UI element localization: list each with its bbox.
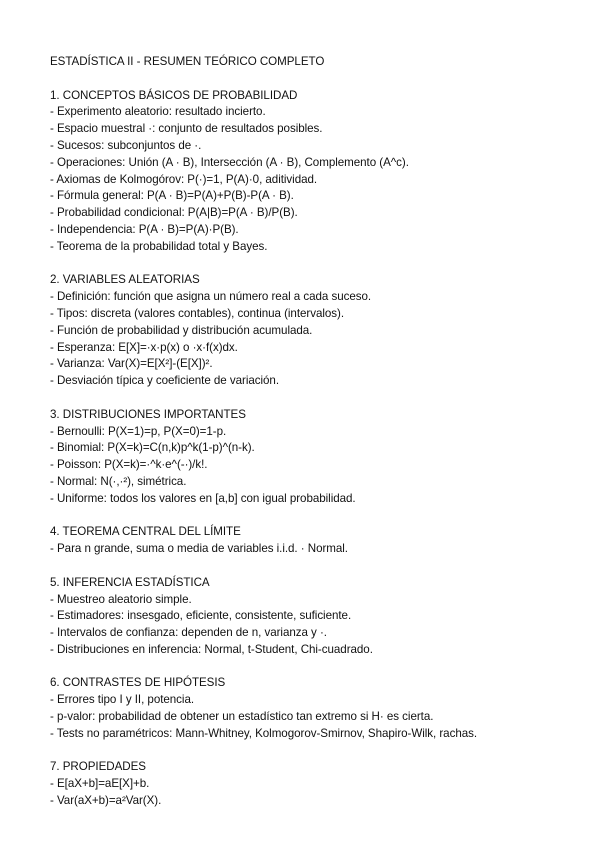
document-title: ESTADÍSTICA II - RESUMEN TEÓRICO COMPLETO — [50, 55, 325, 68]
section-items — [50, 692, 580, 742]
section-5 — [50, 575, 580, 659]
section-6 — [50, 675, 580, 742]
list-item: - Errores tipo I y II, potencia. — [50, 693, 195, 707]
list-item: - Normal: N(·,·²), simétrica. — [50, 474, 187, 488]
section-items — [50, 592, 580, 659]
list-item: - Binomial: P(X=k)=C(n,k)p^k(1-p)^(n-k). — [50, 441, 255, 455]
list-item: - Muestreo aleatorio simple. — [50, 592, 192, 606]
section-heading: 4. TEOREMA CENTRAL DEL LÍMITE — [50, 525, 241, 539]
list-item: - Uniforme: todos los valores en [a,b] con igual probabilidad. — [50, 491, 356, 505]
list-item: - Sucesos: subconjuntos de ·. — [50, 138, 202, 152]
section-2 — [50, 272, 580, 390]
list-item: - Intervalos de confianza: dependen de n, varianza y ·. — [50, 626, 327, 640]
list-item: - Esperanza: E[X]=·x·p(x) o ·x·f(x)dx. — [50, 340, 238, 354]
list-item: - Bernoulli: P(X=1)=p, P(X=0)=1-p. — [50, 424, 227, 438]
list-item: - Para n grande, suma o media de variables i.i.d. · Normal. — [50, 542, 348, 556]
list-item: - Tipos: discreta (valores contables), continua (intervalos). — [50, 306, 345, 320]
list-item: - Axiomas de Kolmogórov: P(·)=1, P(A)·0, aditividad. — [50, 172, 318, 186]
list-item: - Definición: función que asigna un número real a cada suceso. — [50, 290, 372, 304]
list-item: - Tests no paramétricos: Mann-Whitney, Kolmogorov-Smirnov, Shapiro-Wilk, rachas. — [50, 726, 478, 740]
list-item: - Probabilidad condicional: P(A|B)=P(A · B)/P(B). — [50, 206, 298, 220]
list-item: - Función de probabilidad y distribución acumulada. — [50, 323, 313, 337]
section-items — [50, 424, 580, 508]
list-item: - E[aX+b]=aE[X]+b. — [50, 777, 150, 791]
list-item: - Operaciones: Unión (A · B), Intersección (A · B), Complemento (A^c). — [50, 155, 409, 169]
section-heading: 6. CONTRASTES DE HIPÓTESIS — [50, 676, 226, 690]
section-heading: 1. CONCEPTOS BÁSICOS DE PROBABILIDAD — [50, 88, 298, 102]
section-heading: 5. INFERENCIA ESTADÍSTICA — [50, 575, 210, 589]
section-1 — [50, 88, 580, 256]
list-item: - p-valor: probabilidad de obtener un estadístico tan extremo si H· es cierta. — [50, 710, 434, 724]
section-3 — [50, 407, 580, 508]
section-items — [50, 776, 580, 810]
section-items — [50, 541, 580, 558]
list-item: - Poisson: P(X=k)=·^k·e^(-·)/k!. — [50, 458, 208, 472]
section-4 — [50, 524, 580, 558]
section-heading: 2. VARIABLES ALEATORIAS — [50, 273, 200, 287]
list-item: - Fórmula general: P(A · B)=P(A)+P(B)-P(A · B). — [50, 189, 294, 203]
list-item: - Experimento aleatorio: resultado incierto. — [50, 105, 266, 119]
list-item: - Espacio muestral ·: conjunto de resultados posibles. — [50, 122, 323, 136]
list-item: - Var(aX+b)=a²Var(X). — [50, 794, 162, 808]
section-7 — [50, 759, 580, 809]
list-item: - Varianza: Var(X)=E[X²]-(E[X])². — [50, 357, 213, 371]
document-body — [50, 88, 580, 810]
list-item: - Distribuciones en inferencia: Normal, t-Student, Chi-cuadrado. — [50, 642, 373, 656]
document-page — [50, 54, 580, 810]
list-item: - Teorema de la probabilidad total y Bayes. — [50, 239, 268, 253]
section-items — [50, 104, 580, 255]
list-item: - Independencia: P(A · B)=P(A)·P(B). — [50, 222, 239, 236]
list-item: - Desviación típica y coeficiente de variación. — [50, 374, 279, 388]
section-items — [50, 289, 580, 390]
section-heading: 3. DISTRIBUCIONES IMPORTANTES — [50, 407, 246, 421]
list-item: - Estimadores: insesgado, eficiente, consistente, suficiente. — [50, 609, 352, 623]
section-heading: 7. PROPIEDADES — [50, 760, 146, 774]
